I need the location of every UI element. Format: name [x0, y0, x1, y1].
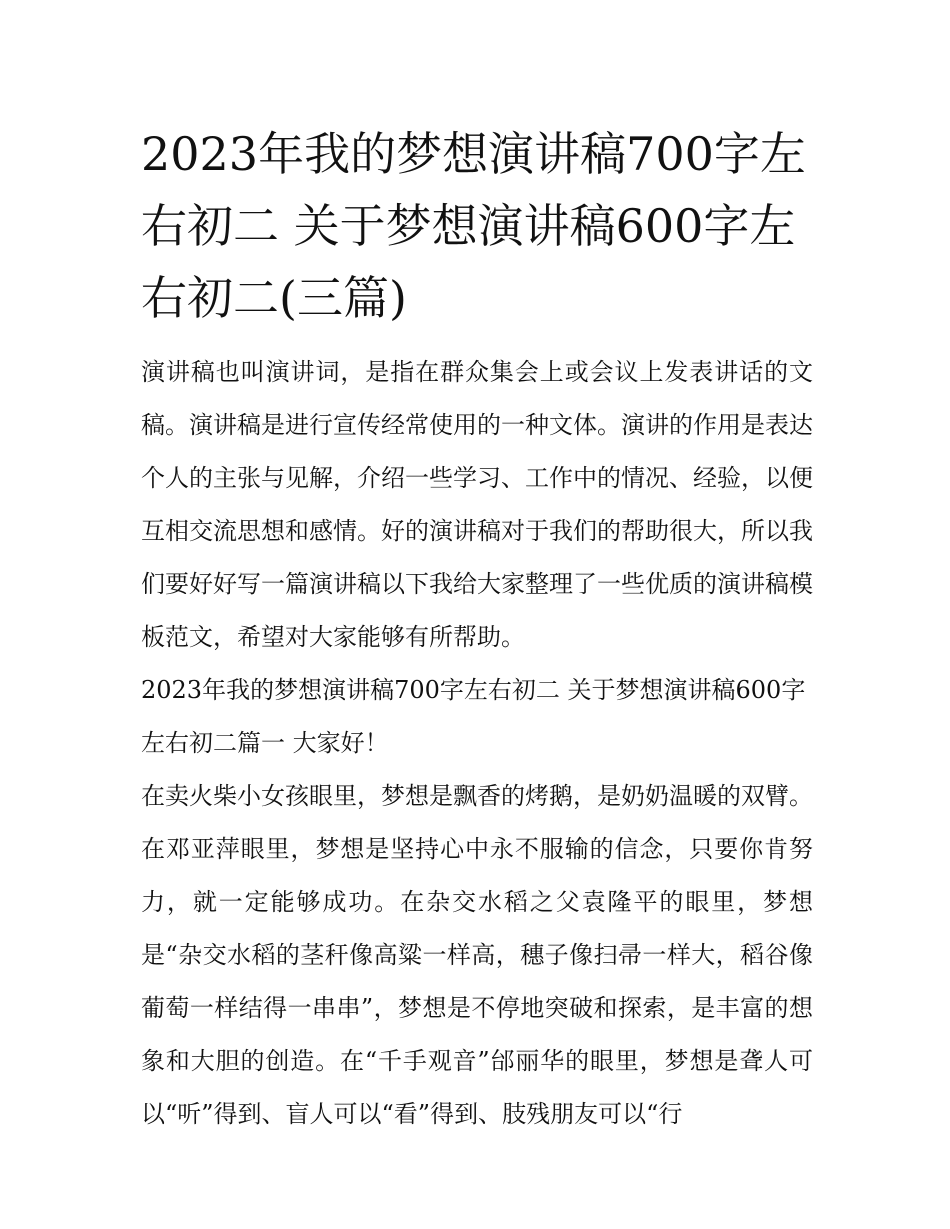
document-title: 2023年我的梦想演讲稿700字左右初二 关于梦想演讲稿600字左右初二(三篇) [141, 127, 806, 325]
body-paragraph: 在卖火柴小女孩眼里，梦想是飘香的烤鹅，是奶奶温暖的双臂。在邓亚萍眼里，梦想是坚持心中永不服输的信念，只要你肯努力，就一定能够成功。在杂交水稻之父袁隆平的眼里，梦想是“杂交水稻的茎秆像高粱一样高，穗子像扫帚一样大，稻谷像葡萄一样结得一串串”，梦想是不停地突破和探索，是丰富的想象和大胆的创造。在“千手观音”邰丽华的眼里，梦想是聋人可以“听”得到、盲人可以“看”得到、肢残朋友可以“行 [141, 782, 813, 1128]
document-page [141, 118, 813, 1141]
intro-paragraph: 演讲稿也叫演讲词，是指在群众集会上或会议上发表讲话的文稿。演讲稿是进行宣传经常使用的一种文体。演讲的作用是表达个人的主张与见解，介绍一些学习、工作中的情况、经验，以便互相交流思想和感情。好的演讲稿对于我们的帮助很大，所以我们要好好写一篇演讲稿以下我给大家整理了一些优质的演讲稿模板范文，希望对大家能够有所帮助。 [141, 358, 813, 651]
section-heading: 2023年我的梦想演讲稿700字左右初二 关于梦想演讲稿600字左右初二篇一 大家好！ [141, 676, 806, 757]
